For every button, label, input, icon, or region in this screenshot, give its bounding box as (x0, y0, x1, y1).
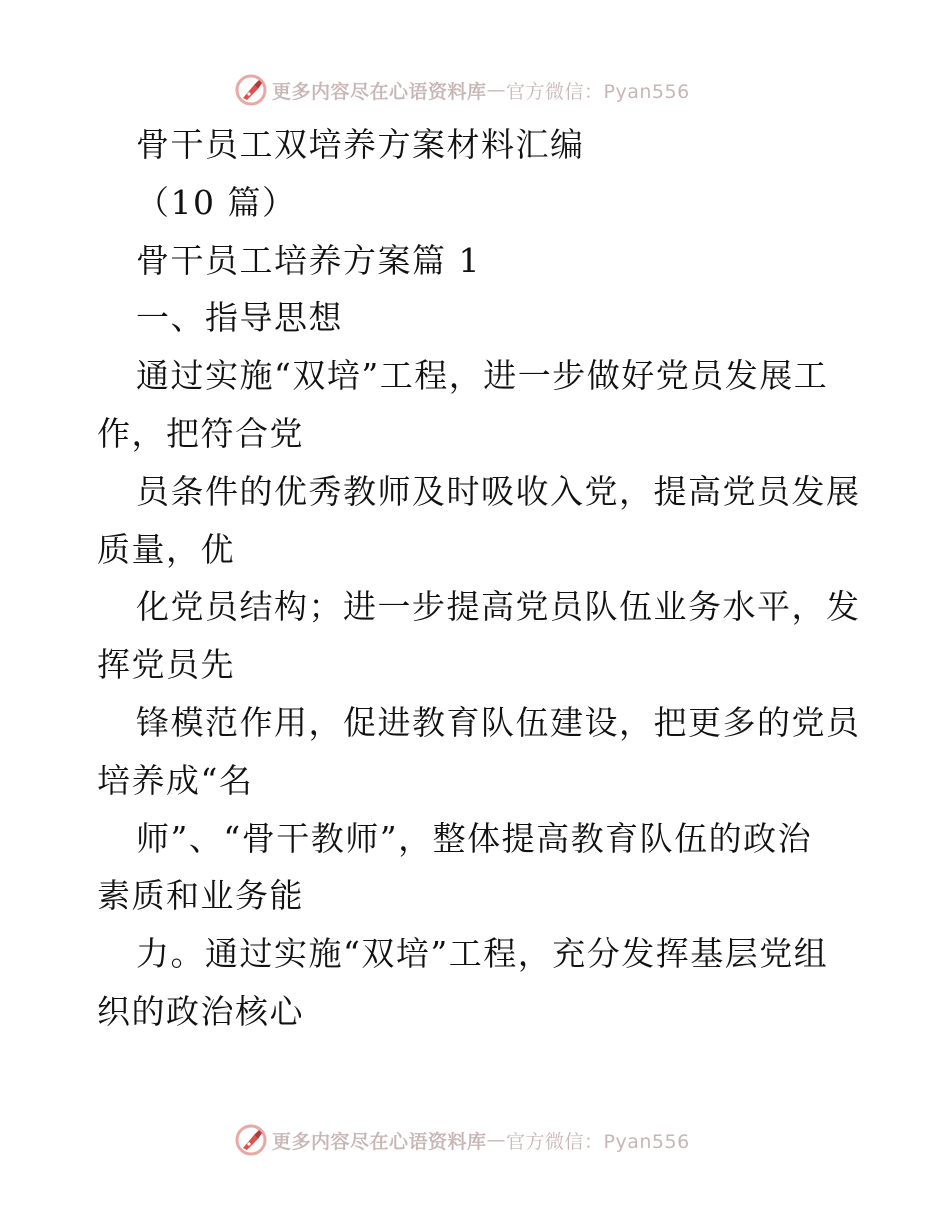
header-separator: — (486, 79, 507, 101)
document-line: 培养成“名 (97, 760, 254, 800)
document-line: 织的政治核心 (97, 991, 304, 1031)
document-line: 锋模范作用，促进教育队伍建设，把更多的党员 (136, 702, 861, 742)
footer-brand-text: 更多内容尽在心语资料库 (272, 1130, 487, 1153)
header-wechat-text: 官方微信：Pyan556 (506, 80, 690, 103)
document-line: 员条件的优秀教师及时吸收入党，提高党员发展 (136, 471, 861, 511)
footer-wechat-text: 官方微信：Pyan556 (506, 1130, 690, 1153)
document-line: 一、指导思想 (136, 298, 343, 338)
footer-separator: — (486, 1129, 507, 1151)
document-line: 化党员结构；进一步提高党员队伍业务水平，发 (136, 587, 861, 627)
document-body (97, 116, 861, 1041)
header-brand-text: 更多内容尽在心语资料库 (272, 80, 487, 103)
document-line: 素质和业务能 (97, 876, 304, 916)
document-line: 挥党员先 (97, 645, 235, 685)
header-banner (234, 72, 690, 108)
document-line: 质量，优 (97, 529, 235, 569)
document-line: 力。通过实施“双培”工程，充分发挥基层党组 (136, 934, 829, 974)
footer-banner (234, 1122, 690, 1158)
document-line: （10 篇） (136, 182, 297, 222)
document-line: 师”、“骨干教师”，整体提高教育队伍的政治 (136, 818, 813, 858)
pen-nib-logo-icon (234, 73, 268, 107)
pen-nib-logo-icon (234, 1123, 268, 1157)
document-line: 骨干员工培养方案篇 1 (136, 240, 481, 280)
document-line: 作，把符合党 (97, 413, 304, 453)
document-line: 骨干员工双培养方案材料汇编 (136, 125, 585, 164)
document-line: 通过实施“双培”工程，进一步做好党员发展工 (136, 356, 829, 396)
